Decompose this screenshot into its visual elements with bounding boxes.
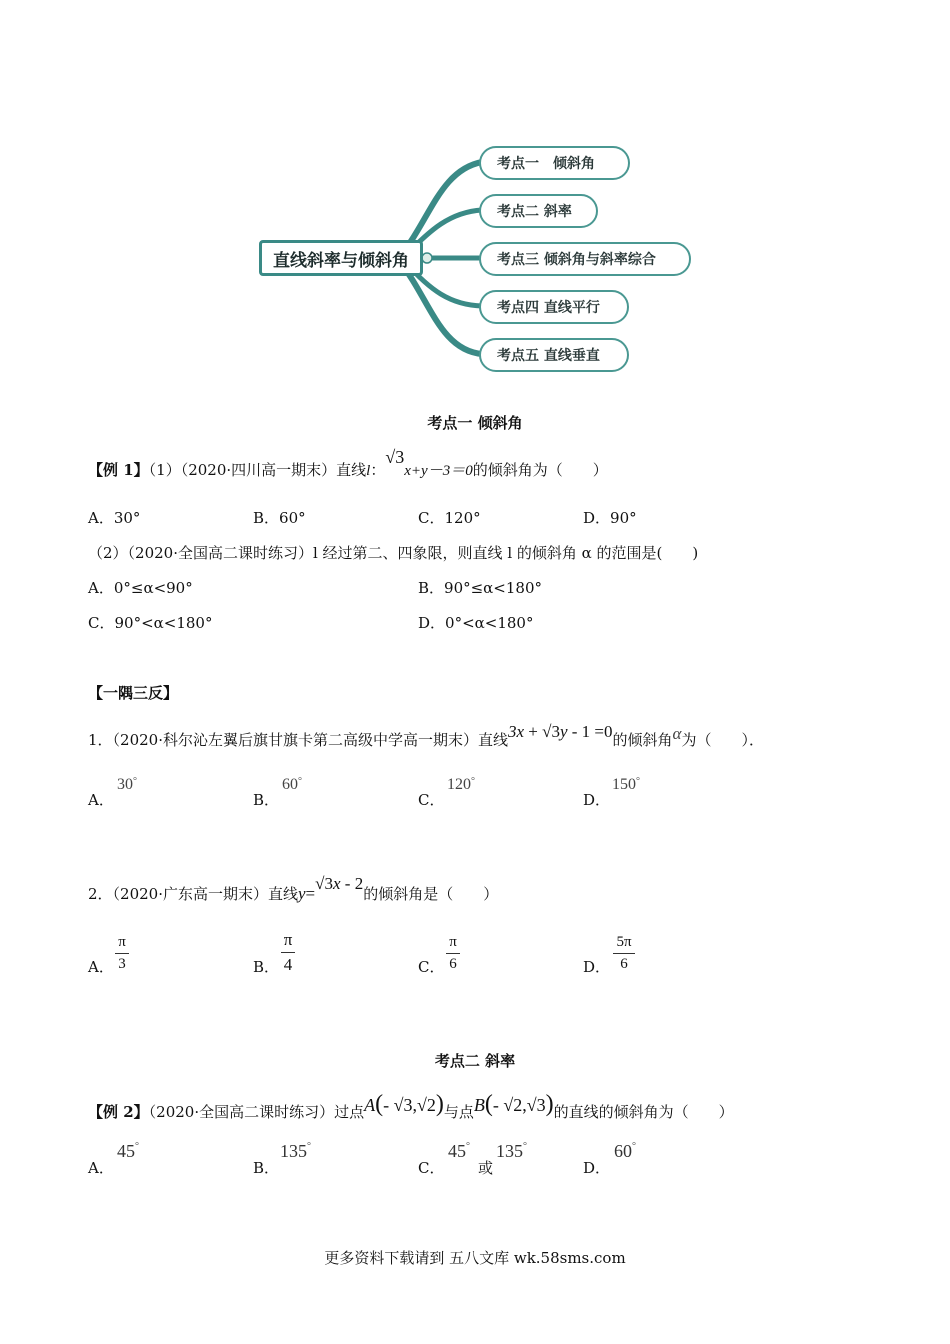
q1-prefix: 1．（2020·科尔沁左翼后旗甘旗卡第二高级中学高一期末）直线 bbox=[88, 731, 508, 749]
example2-mid: 与点 bbox=[443, 1103, 474, 1121]
degree-mark: ° bbox=[471, 776, 475, 787]
frac-den: 6 bbox=[620, 956, 628, 972]
q1-value-b bbox=[282, 776, 302, 794]
example2-prefix: （2020·全国高二课时练习）过点 bbox=[148, 1103, 365, 1121]
sqrt3-symbol: √3 bbox=[385, 447, 405, 467]
q2-option-c: C． bbox=[418, 958, 445, 976]
mindmap-connectors bbox=[0, 0, 950, 420]
frac-den: 3 bbox=[118, 956, 126, 972]
q1-value-a-num: 30 bbox=[117, 776, 133, 793]
ex2-option-a: A． bbox=[88, 1159, 114, 1177]
q1-value-d-num: 150 bbox=[612, 776, 636, 793]
q1-tail: 为（ ）． bbox=[681, 731, 764, 749]
practice-q2 bbox=[88, 874, 499, 904]
ex2-value-c bbox=[448, 1141, 470, 1162]
q1-option-a: A． bbox=[88, 791, 114, 809]
line-l-var: l bbox=[366, 463, 371, 479]
example1-part1-suffix: 的倾斜角为（ ） bbox=[472, 461, 608, 479]
degree-mark: ° bbox=[636, 776, 640, 787]
q1-value-b-num: 60 bbox=[282, 776, 298, 793]
ex2-value-d bbox=[614, 1141, 636, 1162]
example1-equation: x+y－3＝0 bbox=[404, 463, 473, 479]
mindmap-branch-1: 考点一 倾斜角 bbox=[479, 146, 630, 180]
ex1p2-option-a: A．0°≤α<90° bbox=[88, 579, 193, 597]
ex1-option-c: C．120° bbox=[418, 509, 481, 527]
ex1p2-option-d: D．0°<α<180° bbox=[418, 614, 534, 632]
frac-num: 5π bbox=[616, 934, 632, 950]
ex1-option-a: A．30° bbox=[88, 509, 141, 527]
ex2-value-c-num: 45 bbox=[448, 1141, 466, 1161]
mindmap-branch-4: 考点四 直线平行 bbox=[479, 290, 629, 324]
alpha-symbol: α bbox=[672, 724, 682, 743]
ex2-value-a bbox=[117, 1141, 139, 1162]
ex1-option-d: D．90° bbox=[583, 509, 637, 527]
section2-title: 考点二 斜率 bbox=[434, 1052, 516, 1070]
q1-suffix: 的倾斜角 bbox=[612, 731, 673, 749]
degree-mark: ° bbox=[298, 776, 302, 787]
ex2-value-a-num: 45 bbox=[117, 1141, 135, 1161]
example1-part2: （2）（2020·全国高二课时练习）l 经过第二、四象限，则直线 l 的倾斜角 α 的范围是( ) bbox=[88, 544, 699, 562]
mindmap-root: 直线斜率与倾斜角 bbox=[259, 240, 423, 276]
mindmap-branch-5: 考点五 直线垂直 bbox=[479, 338, 629, 372]
example2-suffix: 的直线的倾斜角为（ ） bbox=[553, 1103, 734, 1121]
degree-mark: ° bbox=[523, 1141, 527, 1152]
q1-value-c bbox=[447, 776, 475, 794]
degree-mark: ° bbox=[307, 1141, 311, 1152]
ex1-option-b: B．60° bbox=[253, 509, 306, 527]
frac-num: π bbox=[449, 934, 457, 950]
point-a: A(- √3,√2) bbox=[364, 1091, 444, 1117]
ex1p2-option-b: B．90°≤α<180° bbox=[418, 579, 543, 597]
q2-fraction-d bbox=[613, 934, 635, 973]
degree-mark: ° bbox=[466, 1141, 470, 1152]
ex1p2-option-c: C．90°<α<180° bbox=[88, 614, 213, 632]
q2-fraction-c bbox=[446, 934, 460, 973]
ex2-value-b-num: 135 bbox=[280, 1141, 307, 1161]
practice-heading: 【一隅三反】 bbox=[88, 684, 179, 702]
ex2-value-d-num: 60 bbox=[614, 1141, 632, 1161]
degree-mark: ° bbox=[135, 1141, 139, 1152]
section1-title: 考点一 倾斜角 bbox=[427, 414, 523, 432]
frac-num: π bbox=[118, 934, 126, 950]
footer-link[interactable]: 更多资料下载请到 五八文库 wk.58sms.com bbox=[324, 1249, 626, 1267]
q2-prefix: 2．（2020·广东高一期末）直线 bbox=[88, 885, 298, 903]
q2-equation: y=√3x - 2 bbox=[298, 874, 364, 903]
q1-value-c-num: 120 bbox=[447, 776, 471, 793]
q1-value-d bbox=[612, 776, 640, 794]
ex2-or-text: 或 bbox=[478, 1159, 494, 1177]
point-b: B(- √2,√3) bbox=[473, 1091, 554, 1117]
frac-den: 4 bbox=[283, 955, 293, 974]
degree-mark: ° bbox=[133, 776, 137, 787]
root-knob bbox=[422, 253, 432, 263]
example2-tag: 【例 2】 bbox=[88, 1103, 149, 1121]
ex2-option-b: B． bbox=[253, 1159, 280, 1177]
q1-equation: 3x + √3y - 1 =0 bbox=[508, 722, 613, 741]
ex2-value-c2 bbox=[496, 1141, 527, 1162]
q2-option-a: A． bbox=[88, 958, 114, 976]
example1-part1-prefix: （1）（2020·四川高一期末）直线 bbox=[148, 461, 367, 479]
q2-fraction-b bbox=[281, 930, 295, 975]
frac-num: π bbox=[283, 930, 293, 949]
q2-fraction-a bbox=[115, 934, 129, 973]
q1-value-a bbox=[117, 776, 137, 794]
frac-den: 6 bbox=[449, 956, 457, 972]
mindmap-branch-2: 考点二 斜率 bbox=[479, 194, 598, 228]
mindmap-branch-3: 考点三 倾斜角与斜率综合 bbox=[479, 242, 691, 276]
example2 bbox=[88, 1091, 734, 1124]
practice-q1 bbox=[88, 722, 764, 750]
ex2-value-b bbox=[280, 1141, 311, 1162]
line-l-colon: ： bbox=[370, 461, 386, 479]
q1-option-b: B． bbox=[253, 791, 280, 809]
q1-option-d: D． bbox=[583, 791, 611, 809]
degree-mark: ° bbox=[632, 1141, 636, 1152]
example1-part1 bbox=[88, 447, 608, 480]
ex2-value-c2-num: 135 bbox=[496, 1141, 523, 1161]
example1-tag: 【例 1】 bbox=[88, 461, 149, 479]
ex2-option-c: C． bbox=[418, 1159, 445, 1177]
q1-option-c: C． bbox=[418, 791, 445, 809]
q2-option-d: D． bbox=[583, 958, 611, 976]
ex2-option-d: D． bbox=[583, 1159, 611, 1177]
q2-option-b: B． bbox=[253, 958, 280, 976]
q2-suffix: 的倾斜角是（ ） bbox=[363, 885, 499, 903]
